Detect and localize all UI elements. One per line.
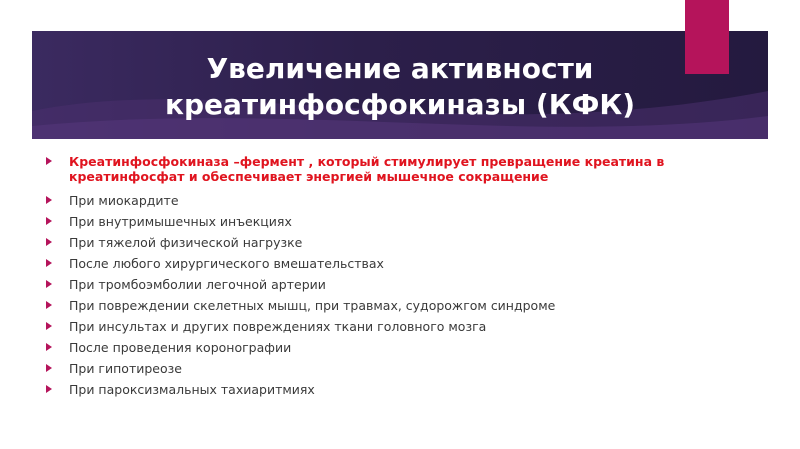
bullet-text: Креатинфосфокиназа –фермент , который стимулирует превращение креатина в креатинфосфат и обеспечивает энергией мышечное сокращение (69, 154, 665, 184)
bullet-text: При инсультах и других повреждениях ткани головного мозга (69, 319, 487, 334)
bullet-arrow-icon (46, 259, 52, 267)
bullet-item (44, 298, 764, 313)
bullet-text: При пароксизмальных тахиаритмиях (69, 382, 315, 397)
bullet-list (44, 154, 764, 403)
bullet-text: При повреждении скелетных мышц, при травмах, судорожгом синдроме (69, 298, 556, 313)
bullet-text: При гипотиреозе (69, 361, 182, 376)
bullet-text: После проведения коронографии (69, 340, 292, 355)
bullet-arrow-icon (46, 385, 52, 393)
bullet-arrow-icon (46, 196, 52, 204)
title-line-2: креатинфосфокиназы (КФК) (164, 88, 636, 121)
bullet-arrow-icon (46, 157, 52, 165)
bullet-text: При тяжелой физической нагрузке (69, 235, 303, 250)
bullet-item (44, 256, 764, 271)
bullet-text: При тромбоэмболии легочной артерии (69, 277, 326, 292)
bullet-item (44, 214, 764, 229)
bullet-arrow-icon (46, 322, 52, 330)
bullet-item (44, 382, 764, 397)
bullet-arrow-icon (46, 217, 52, 225)
bullet-item (44, 361, 764, 376)
bullet-item (44, 319, 764, 334)
title-banner (32, 31, 768, 139)
accent-tab (685, 0, 729, 74)
bullet-item (44, 235, 764, 250)
bullet-arrow-icon (46, 364, 52, 372)
title-line-1: Увеличение активности (206, 52, 594, 85)
bullet-text: При внутримышечных инъекциях (69, 214, 292, 229)
bullet-item (44, 277, 764, 292)
bullet-arrow-icon (46, 343, 52, 351)
bullet-text: После любого хирургического вмешательствах (69, 256, 384, 271)
bullet-text: При миокардите (69, 193, 179, 208)
bullet-item (44, 193, 764, 208)
bullet-item (44, 340, 764, 355)
slide-title (32, 51, 768, 123)
bullet-item-definition (44, 154, 764, 184)
bullet-arrow-icon (46, 238, 52, 246)
bullet-arrow-icon (46, 280, 52, 288)
bullet-arrow-icon (46, 301, 52, 309)
